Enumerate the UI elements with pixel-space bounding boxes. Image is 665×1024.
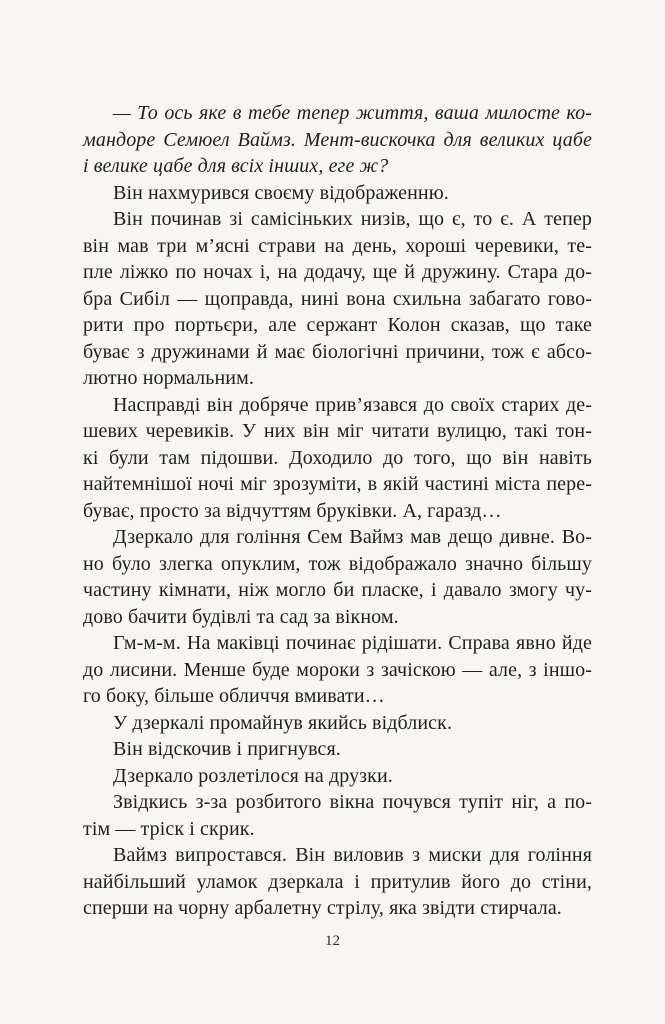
paragraph — [83, 789, 592, 842]
text-line: сперши на чорну арбалетну стрілу, яка звідти стирчала. — [83, 897, 562, 919]
page-number: 12 — [325, 933, 340, 949]
paragraph — [83, 100, 592, 180]
text-line: найтемнішої ночі міг зрозуміти, в якій частині міста пере- — [83, 473, 592, 495]
text-line: частину кімнати, ніж могло би пласке, і давало змогу чу- — [83, 579, 592, 601]
text-line: мандоре Семюел Ваймз. Мент-вискочка для великих цабе — [83, 128, 592, 151]
text-line: буває з дружинами й має біологічні причини, тож є абсо- — [83, 340, 592, 363]
text-line: Насправді він добряче прив’язався до своїх старих де- — [113, 393, 592, 416]
paragraph — [83, 710, 592, 737]
text-line: тім — тріск і скрик. — [83, 817, 255, 840]
text-line: Він починав зі самісіньких низів, що є, то є. А тепер — [113, 208, 592, 230]
text-line: Ваймз випростався. Він виловив з миски для гоління — [113, 844, 592, 866]
paragraph — [83, 180, 592, 207]
text-line: У дзеркалі промайнув якийсь відблиск. — [113, 711, 453, 734]
text-line: го боку, більше обличчя вмивати… — [83, 685, 385, 707]
text-line: лютно нормальним. — [83, 367, 254, 389]
text-line: буває, просто за відчуттям бруківки. А, гаразд… — [83, 499, 502, 522]
text-line: Звідкись з-за розбитого вікна почувся тупіт ніг, а по- — [113, 791, 592, 813]
paragraph — [83, 630, 592, 710]
text-line: Він нахмурився своєму відображенню. — [113, 181, 449, 204]
paragraph — [83, 842, 592, 922]
text-line: но було злегка опуклим, тож відображало значно більшу — [83, 552, 592, 575]
paragraph — [83, 392, 592, 525]
text-line: бра Сибіл — щоправда, нині вона схильна забагато гово- — [83, 287, 592, 310]
text-line: Він відскочив і пригнувся. — [113, 738, 341, 760]
text-line: найбільший уламок дзеркала і притулив його до стіни, — [83, 870, 592, 893]
text-line: Дзеркало розлетілося на друзки. — [113, 764, 393, 787]
paragraph — [83, 206, 592, 392]
text-line: — То ось яке в тебе тепер життя, ваша милосте ко- — [113, 102, 592, 124]
text-line: дово бачити будівлі та сад за вікном. — [83, 605, 399, 628]
text-line: Дзеркало для гоління Сем Ваймз мав дещо дивне. Во- — [113, 526, 592, 548]
text-line: шевих черевиків. У них він міг читати вулицю, такі тон- — [83, 420, 592, 442]
text-line: пле ліжко по ночах і, на додачу, ще й дружину. Стара до- — [83, 261, 592, 283]
text-line: кі були там підошви. Доходило до того, що він навіть — [83, 446, 592, 469]
text-line: Гм-м-м. На маківці починає рідішати. Справа явно йде — [113, 632, 592, 654]
paragraph — [83, 736, 592, 763]
paragraph — [83, 524, 592, 630]
text-line: він мав три м’ясні страви на день, хороші черевики, те- — [83, 234, 592, 257]
text-line: до лисини. Менше буде мороки з зачіскою — але, з іншо- — [83, 658, 592, 681]
text-line: і велике цабе для всіх інших, еге ж? — [83, 155, 389, 177]
text-line: рити про портьєри, але сержант Колон сказав, що таке — [83, 314, 592, 336]
paragraph — [83, 763, 592, 790]
text-block — [83, 100, 592, 922]
